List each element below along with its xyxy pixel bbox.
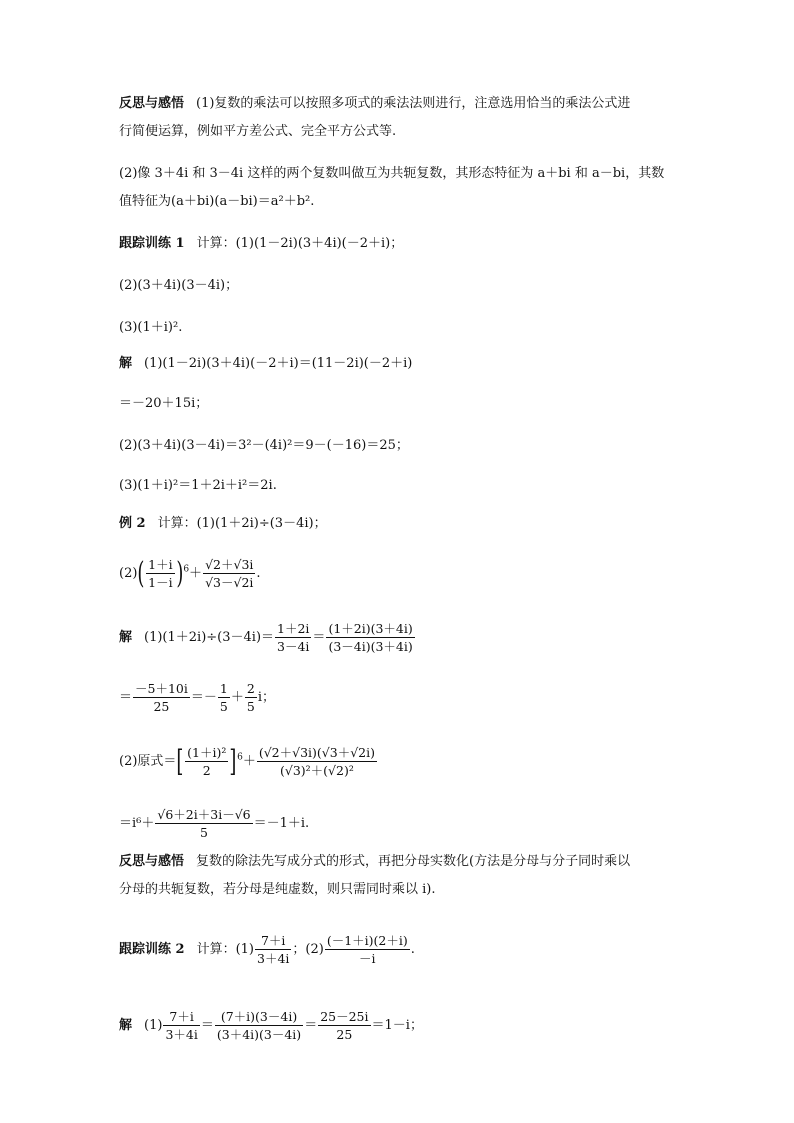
numerator: (√2＋√3i)(√3＋√2i) — [258, 745, 376, 760]
reflection-1-line1: 反思与感悟 (1)复数的乘法可以按照多项式的乘法法则进行，注意选用恰当的乘法公式进 — [119, 96, 631, 111]
example-label: 例 2 — [119, 516, 146, 531]
solution-label: 解 — [119, 356, 133, 371]
denominator: 2 — [202, 763, 211, 778]
numerator: 2 — [246, 681, 255, 696]
numerator: √6＋2i＋3i－√6 — [157, 807, 251, 822]
denominator: √3－√2i — [205, 575, 254, 590]
numerator: 1＋2i — [277, 621, 310, 636]
bracket-close: ] — [229, 743, 237, 779]
reflection-2-line1: 反思与感悟 复数的除法先写成分式的形式，再把分母实数化(方法是分母与分子同时乘以 — [119, 854, 631, 869]
numerator: 25－25i — [320, 1009, 369, 1024]
solution-1-line3: (2)(3＋4i)(3－4i)＝3²－(4i)²＝9－(－16)＝25； — [119, 438, 409, 453]
numerator: (1＋2i)(3＋4i) — [328, 621, 413, 636]
solution-1-line1: 解 (1)(1－2i)(3＋4i)(－2＋i)＝(11－2i)(－2＋i) — [119, 356, 413, 371]
fraction — [325, 932, 410, 967]
solution-1-line2: ＝－20＋15i； — [119, 396, 209, 411]
fraction — [318, 1008, 370, 1043]
fraction — [257, 744, 377, 779]
paren-open: ( — [137, 555, 145, 591]
denominator: 5 — [200, 825, 208, 840]
numerator: 7＋i — [255, 932, 291, 950]
numerator: (－1＋i)(2＋i) — [326, 933, 408, 948]
fraction — [215, 1008, 303, 1043]
numerator: 1＋i — [148, 557, 173, 572]
denominator: 3＋4i — [165, 1027, 198, 1042]
numerator: (1＋i)² — [187, 745, 227, 760]
practice-1-q1: 跟踪训练 1 计算：(1)(1－2i)(3＋4i)(－2＋i)； — [119, 236, 404, 251]
denominator: (√3)²＋(√2)² — [279, 763, 354, 778]
numerator: 7＋i — [163, 1008, 199, 1026]
solution-1-line4: (3)(1＋i)²＝1＋2i＋i²＝2i. — [119, 478, 277, 493]
fraction — [185, 744, 228, 779]
fraction — [155, 806, 252, 841]
denominator: 25 — [336, 1027, 353, 1042]
fraction — [255, 932, 291, 967]
practice-label: 跟踪训练 1 — [119, 236, 185, 251]
denominator: 3－4i — [277, 639, 310, 654]
practice-1-q2: (2)(3＋4i)(3－4i)； — [119, 278, 239, 293]
numerator: 1 — [219, 681, 228, 696]
numerator: (7＋i)(3－4i) — [215, 1008, 303, 1026]
practice-1-q3: (3)(1＋i)². — [119, 320, 183, 335]
reflection-2-line2: 分母的共轭复数，若分母是纯虚数，则只需同时乘以 i). — [119, 882, 436, 897]
numerator: √2＋√3i — [205, 557, 254, 572]
fraction — [203, 556, 255, 591]
solution-2-line1: 解 (1)(1＋2i)÷(3－4i)＝ $\frac{1+2i}{3-4i}$ ＝ $\frac{(1+2i)(3+4i)}{(3-4i)(3+4i)}$ — [119, 621, 413, 654]
denominator: 25 — [153, 699, 170, 714]
example-2-q2: (2)( $\frac{1+i}{1-i}$ )$^6$＋ $\frac{√2+√3i}{√3-√2i}$ . — [119, 555, 261, 591]
denominator: (3＋4i)(3－4i) — [216, 1027, 302, 1042]
reflection-label: 反思与感悟 — [119, 96, 185, 111]
denominator: 5 — [246, 699, 255, 714]
denominator: (3－4i)(3＋4i) — [328, 639, 413, 654]
fraction — [245, 680, 257, 715]
solution-label: 解 — [119, 1018, 133, 1033]
practice-label: 跟踪训练 2 — [119, 942, 185, 957]
solution-2-line3: (2)原式＝[ $\frac{\text{(1＋i)²}}{2}$ ]$^6$＋ $\frac{(√2+√3i)(√3+√2i)}{\text{(√3)²＋(√2)²}}$ — [119, 743, 376, 779]
example-2-q1: 例 2 计算：(1)(1＋2i)÷(3－4i)； — [119, 516, 327, 531]
numerator: －5＋10i — [135, 681, 188, 696]
denominator: 1－i — [148, 575, 173, 590]
paren-close: ) — [175, 555, 183, 591]
fraction — [163, 1008, 199, 1043]
denominator: 5 — [219, 699, 228, 714]
solution-2-line4: ＝i⁶＋ $\frac{√6+2i+3i-√6}{5}$ ＝－1＋i. — [119, 807, 310, 840]
fraction — [218, 680, 230, 715]
fraction — [326, 620, 414, 655]
bracket-open: [ — [176, 743, 184, 779]
denominator: －i — [359, 951, 376, 966]
fraction — [146, 556, 174, 591]
solution-3-line1: 解 (1) $\frac{7+i}{3+4i}$ ＝ $\frac{(7+i)(3-4i)}{(3+4i)(3-4i)}$ ＝ $\frac{25-25i}{25}$ ＝1－i； — [119, 1009, 423, 1042]
fraction — [133, 680, 190, 715]
reflection-1-line2: 行简便运算，例如平方差公式、完全平方公式等. — [119, 124, 397, 139]
reflection-label: 反思与感悟 — [119, 854, 185, 869]
conjugate-note-line2: 值特征为(a＋bi)(a－bi)＝a²＋b². — [119, 194, 315, 209]
conjugate-note-line1: (2)像 3＋4i 和 3－4i 这样的两个复数叫做互为共轭复数，其形态特征为 a＋bi 和 a－bi，其数 — [119, 166, 665, 181]
solution-2-line2: ＝ $\frac{-5+10i}{25}$ ＝－ $\frac{1}{5}$ ＋ $\frac{2}{5}$ i； — [119, 681, 275, 714]
fraction — [275, 620, 311, 655]
denominator: 3＋4i — [257, 951, 290, 966]
solution-label: 解 — [119, 630, 133, 645]
practice-2-q: 跟踪训练 2 计算：(1) $\frac{7+i}{3+4i}$ ；(2) $\frac{(-1+i)(2+i)}{-i}$ . — [119, 933, 415, 966]
